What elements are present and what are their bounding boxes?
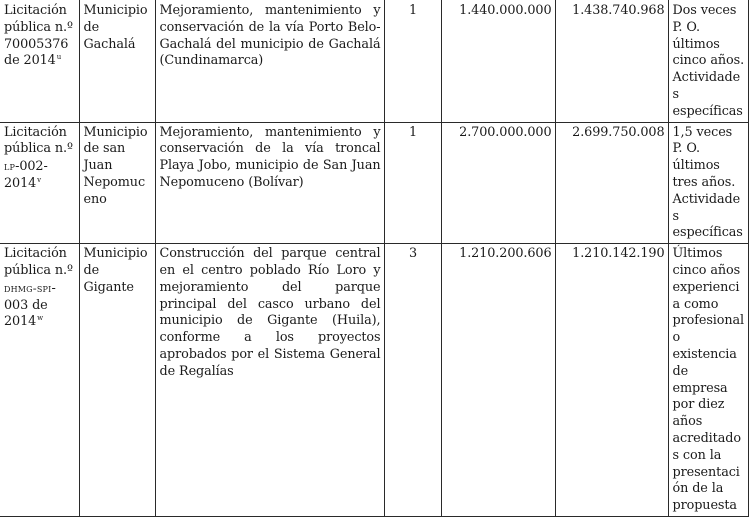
process-code: dhmg-spi [4, 280, 52, 295]
experience-cell: Últimos cinco años experiencia como profesional o existencia de empresa por diez años acreditados con la presentación de la propuesta [668, 244, 748, 517]
footnote-marker[interactable]: w [37, 314, 44, 323]
process-prefix: Licitación pública n.º 70005376 de 2014 [4, 3, 73, 69]
table-row [0, 0, 748, 122]
quantity-cell: 3 [384, 244, 441, 517]
process-code: lp [4, 159, 16, 174]
process-cell [0, 0, 79, 122]
experience-cell: Dos veces P. O. últimos cinco años. Actividades específicas [668, 0, 748, 122]
process-cell [0, 122, 79, 244]
object-cell: Construcción del parque central en el centro poblado Río Loro y mejoramiento del parque principal del casco urbano del municipio de Gigante (Huila), conforme a los proyectos aprobados por el Sistema General de Regalías [155, 244, 384, 517]
footnote-marker[interactable]: v [37, 175, 42, 184]
official-budget-cell: 2.700.000.000 [441, 122, 555, 244]
quantity-cell: 1 [384, 0, 441, 122]
process-prefix: Licitación pública n.º [4, 246, 73, 278]
experience-cell: 1,5 veces P. O. últimos tres años. Actividades específicas [668, 122, 748, 244]
entity-cell: Municipio de Gachalá [79, 0, 155, 122]
object-cell: Mejoramiento, mantenimiento y conservación de la vía Porto Belo-Gachalá del municipio de Gachalá (Cundinamarca) [155, 0, 384, 122]
awarded-value-cell: 1.438.740.968 [555, 0, 668, 122]
process-suffix: -003 de 2014 [4, 280, 56, 330]
quantity-cell: 1 [384, 122, 441, 244]
table-row [0, 244, 748, 517]
official-budget-cell: 1.440.000.000 [441, 0, 555, 122]
object-cell: Mejoramiento, mantenimiento y conservación de la vía troncal Playa Jobo, municipio de San Juan Nepomuceno (Bolívar) [155, 122, 384, 244]
entity-cell: Municipio de Gigante [79, 244, 155, 517]
official-budget-cell: 1.210.200.606 [441, 244, 555, 517]
table-row [0, 122, 748, 244]
awarded-value-cell: 1.210.142.190 [555, 244, 668, 517]
process-prefix: Licitación pública n.º [4, 124, 73, 157]
process-suffix: -002-2014 [4, 159, 48, 191]
footnote-marker[interactable]: u [56, 53, 62, 62]
awarded-value-cell: 2.699.750.008 [555, 122, 668, 244]
entity-cell: Municipio de san Juan Nepomuceno [79, 122, 155, 244]
process-cell [0, 244, 79, 517]
